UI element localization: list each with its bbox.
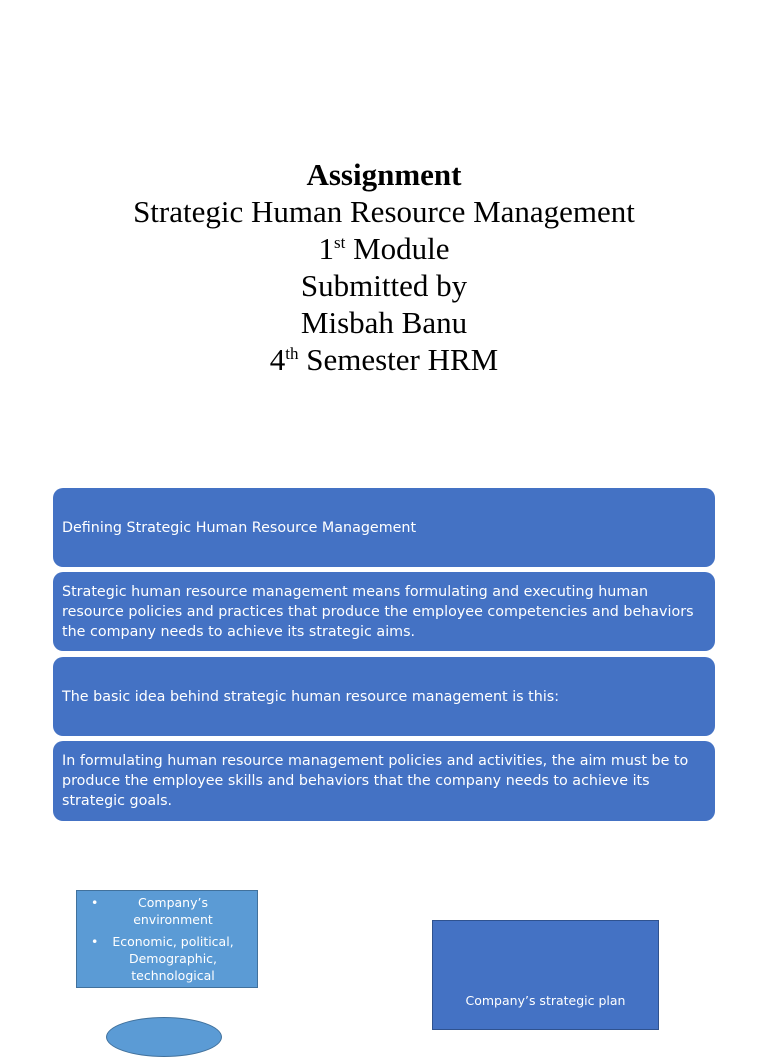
aim-box <box>53 741 715 821</box>
submitted-by-label: Submitted by <box>300 268 468 303</box>
assignment-heading: Assignment <box>306 157 462 192</box>
environment-item: • Company’s environment <box>99 894 247 928</box>
semester-label: Semester HRM <box>298 342 499 377</box>
company-environment-box <box>76 890 258 988</box>
subject-title: Strategic Human Resource Management <box>133 194 635 229</box>
author-name: Misbah Banu <box>300 305 468 340</box>
module-number: 1 <box>318 231 334 266</box>
module-label: Module <box>345 231 450 266</box>
definition-text: Strategic human resource management means formulating and executing human resource policies and practices that produce the employee competencies and behaviors the company needs to achieve its strategic aims. <box>62 583 694 640</box>
title-block <box>0 156 768 378</box>
semester-number: 4 <box>269 342 286 377</box>
semester-ordinal-suffix: th <box>285 344 299 363</box>
definition-heading-box <box>53 488 715 567</box>
ellipse-shape <box>106 1017 222 1057</box>
aim-text: In formulating human resource management policies and activities, the aim must be to produce the employee skills and behaviors that the company needs to achieve its strategic goals. <box>62 753 689 809</box>
strategic-plan-box <box>432 920 659 1030</box>
semester-line <box>0 341 768 378</box>
environment-factors-item: • Economic, political, Demographic, technological <box>99 933 247 984</box>
basic-idea-box <box>53 657 715 736</box>
module-line <box>0 230 768 267</box>
definition-heading-text: Defining Strategic Human Resource Management <box>62 519 417 536</box>
strategic-plan-label: Company’s strategic plan <box>465 993 626 1008</box>
basic-idea-text: The basic idea behind strategic human resource management is this: <box>62 688 560 705</box>
module-ordinal-suffix: st <box>333 233 346 252</box>
definition-box <box>53 572 715 651</box>
